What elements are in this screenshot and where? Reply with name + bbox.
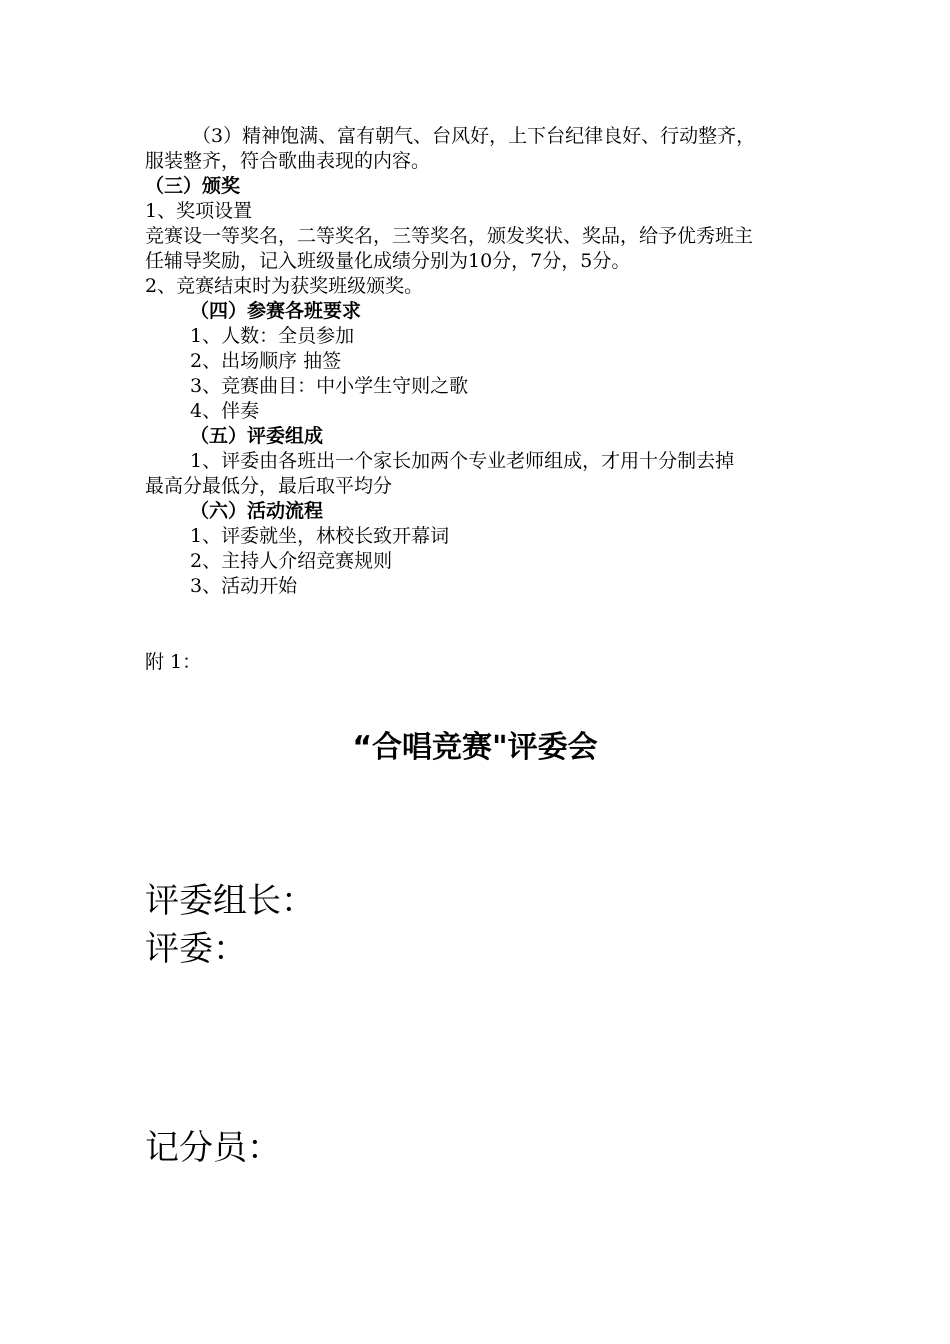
appendix-title: “合唱竞赛"评委会 <box>352 730 598 765</box>
scorekeeper-label: 记分员： <box>145 1128 281 1168</box>
section4-item: 3、竞赛曲目：中小学生守则之歌 <box>190 375 469 397</box>
section4-heading: （四）参赛各班要求 <box>190 300 362 322</box>
section6-heading: （六）活动流程 <box>190 500 324 522</box>
section3-item1: 1、奖项设置 <box>145 200 253 222</box>
section4-item: 2、出场顺序 抽签 <box>190 350 342 372</box>
section5-heading: （五）评委组成 <box>190 425 324 447</box>
item3-line2: 服装整齐，符合歌曲表现的内容。 <box>145 150 431 172</box>
section5-item1-line2: 最高分最低分，最后取平均分 <box>145 475 393 497</box>
section4-item: 4、伴奏 <box>190 400 260 422</box>
section6-item: 3、活动开始 <box>190 575 298 597</box>
section6-item: 1、评委就坐，林校长致开幕词 <box>190 525 450 547</box>
section5-item1-line1: 1、评委由各班出一个家长加两个专业老师组成，才用十分制去掉 <box>190 450 735 472</box>
judges-label: 评委： <box>145 929 247 969</box>
section3-item1-body-line2: 任辅导奖励，记入班级量化成绩分别为10分，7分，5分。 <box>145 250 631 272</box>
section4-item: 1、人数：全员参加 <box>190 325 355 347</box>
section3-heading: （三）颁奖 <box>145 175 241 197</box>
section3-item2: 2、竞赛结束时为获奖班级颁奖。 <box>145 275 424 297</box>
item3-line1: （3）精神饱满、富有朝气、台风好，上下台纪律良好、行动整齐， <box>192 125 756 147</box>
appendix-label: 附 1： <box>145 651 202 673</box>
section3-item1-body-line1: 竞赛设一等奖名，二等奖名，三等奖名，颁发奖状、奖品，给予优秀班主 <box>145 225 754 247</box>
section6-item: 2、主持人介绍竞赛规则 <box>190 550 393 572</box>
judge-leader-label: 评委组长： <box>145 881 315 921</box>
